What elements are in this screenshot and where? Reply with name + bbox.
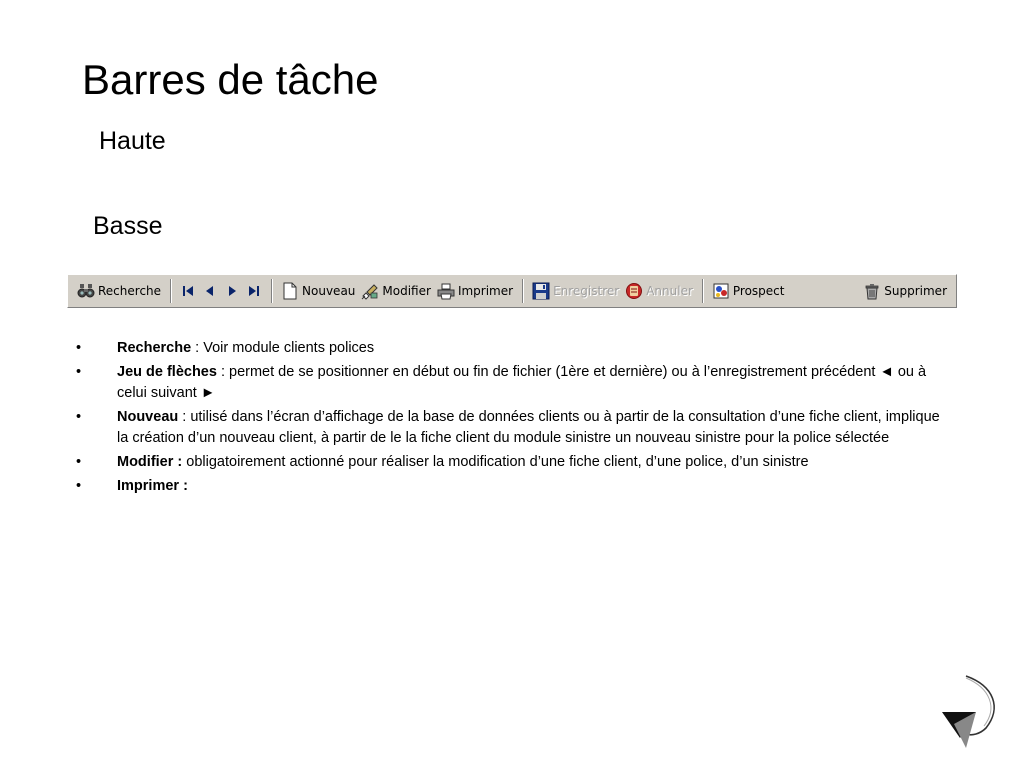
bullet-list xyxy=(74,338,954,500)
subtitle-basse: Basse xyxy=(93,212,163,240)
prospect-label: Prospect xyxy=(732,284,785,298)
page-title: Barres de tâche xyxy=(82,56,379,103)
list-item xyxy=(74,407,954,449)
imprimer-label: Imprimer xyxy=(457,284,514,298)
prospect-icon xyxy=(712,282,730,300)
printer-icon xyxy=(437,282,455,300)
toolbar-separator xyxy=(702,279,704,303)
list-item xyxy=(74,338,954,359)
cancel-icon xyxy=(625,282,643,300)
bullet-term: Imprimer : xyxy=(117,478,188,494)
list-item xyxy=(74,362,954,404)
floppy-disk-icon xyxy=(532,282,550,300)
bullet-term: Modifier : xyxy=(117,454,183,470)
last-record-icon xyxy=(245,282,263,300)
edit-pencil-icon xyxy=(361,282,379,300)
bullet-term: Recherche xyxy=(117,340,192,356)
nouveau-label: Nouveau xyxy=(302,284,356,298)
new-document-icon xyxy=(281,282,299,300)
bullet-text: : utilisé dans l’écran d’affichage de la base de données clients ou à partir de la consultation d’une fiche client, implique la création d’un nouveau client, à partir de le la fiche client du module sinistre un nouveau sinistre pour la police sélectée xyxy=(117,409,940,446)
next-record-icon xyxy=(223,282,241,300)
last-record-button[interactable] xyxy=(243,279,265,303)
annuler-button[interactable] xyxy=(622,279,696,303)
subtitle-haute: Haute xyxy=(99,127,166,155)
bullet-text: obligatoirement actionné pour réaliser la modification d’une fiche client, d’une police, d’un sinistre xyxy=(182,454,809,470)
binoculars-icon xyxy=(77,282,95,300)
supprimer-button[interactable] xyxy=(860,279,950,303)
annuler-label: Annuler xyxy=(646,284,693,298)
toolbar-separator xyxy=(271,279,273,303)
first-record-icon xyxy=(179,282,197,300)
previous-record-button[interactable] xyxy=(199,279,221,303)
modifier-label: Modifier xyxy=(382,284,431,298)
list-item xyxy=(74,452,954,473)
bullet-term: Jeu de flèches xyxy=(117,364,217,380)
recherche-label: Recherche xyxy=(98,284,162,298)
enregistrer-label: Enregistrer xyxy=(553,284,620,298)
first-record-button[interactable] xyxy=(177,279,199,303)
nouveau-button[interactable] xyxy=(278,279,358,303)
bullet-text: : Voir module clients polices xyxy=(191,340,375,356)
toolbar-separator xyxy=(170,279,172,303)
previous-record-icon xyxy=(201,282,219,300)
prospect-button[interactable] xyxy=(709,279,788,303)
trash-icon xyxy=(863,282,881,300)
slide-navigation-icon[interactable] xyxy=(936,672,1008,752)
imprimer-button[interactable] xyxy=(434,279,516,303)
modifier-button[interactable] xyxy=(358,279,434,303)
toolbar-separator xyxy=(522,279,524,303)
bullet-text: : permet de se positionner en début ou fin de fichier (1ère et dernière) ou à l’enregistrement précédent ◄ ou à celui suivant ► xyxy=(117,364,927,401)
list-item xyxy=(74,476,954,497)
toolbar xyxy=(67,274,957,308)
supprimer-label: Supprimer xyxy=(884,284,947,298)
next-record-button[interactable] xyxy=(221,279,243,303)
enregistrer-button[interactable] xyxy=(529,279,622,303)
bullet-term: Nouveau xyxy=(117,409,179,425)
recherche-button[interactable] xyxy=(74,279,164,303)
